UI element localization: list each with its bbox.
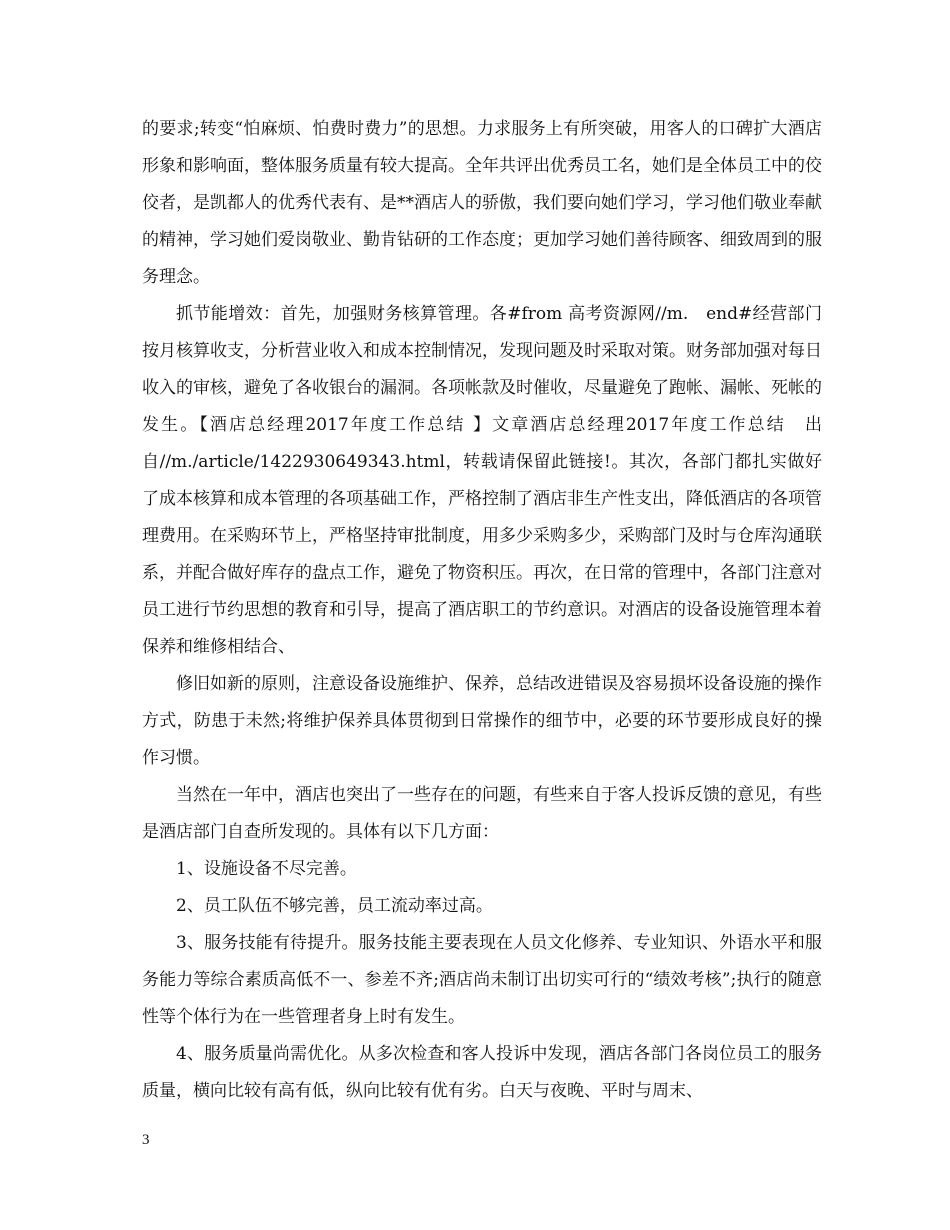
paragraph-4: 当然在一年中，酒店也突出了一些存在的问题，有些来自于客人投诉反馈的意见，有些是酒店部门自查所发现的。具体有以下几方面： <box>142 785 822 842</box>
list-item-1: 1、设施设备不尽完善。 <box>176 859 357 879</box>
list-item-2: 2、员工队伍不够完善，员工流动率过高。 <box>176 896 493 916</box>
paragraph-3: 修旧如新的原则，注意设备设施维护、保养，总结改进错误及容易损坏设备设施的操作方式，防患于未然;将维护保养具体贯彻到日常操作的细节中，必要的环节要形成良好的操作习惯。 <box>142 674 822 768</box>
paragraph-1: 的要求;转变“怕麻烦、怕费时费力”的思想。力求服务上有所突破，用客人的口碑扩大酒店形象和影响面，整体服务质量有较大提高。全年共评出优秀员工名，她们是全体员工中的佼佼者，是凯都人的优秀代表有、是**酒店人的骄傲，我们要向她们学习，学习他们敬业奉献的精神，学习她们爱岗敬业、勤肯钻研的工作态度；更加学习她们善待顾客、细致周到的服务理念。 <box>142 119 822 287</box>
paragraph-2: 抓节能增效：首先，加强财务核算管理。各#from 高考资源网//m. end#经营部门按月核算收支，分析营业收入和成本控制情况，发现问题及时采取对策。财务部加强对每日收入的审核，避免了各收银台的漏洞。各项帐款及时催收，尽量避免了跑帐、漏帐、死帐的发生。【酒店总经理2017年度工作总结 】文章酒店总经理2017年度工作总结 出自//m./article/1422930649343.html，转载请保留此链接!。其次，各部门都扎实做好了成本核算和成本管理的各项基础工作，严格控制了酒店非生产性支出，降低酒店的各项管理费用。在采购环节上，严格坚持审批制度，用多少采购多少，采购部门及时与仓库沟通联系，并配合做好库存的盘点工作，避免了物资积压。再次，在日常的管理中，各部门注意对员工进行节约思想的教育和引导，提高了酒店职工的节约意识。对酒店的设备设施管理本着保养和维修相结合、 <box>142 304 822 657</box>
page-number: 3 <box>142 1132 150 1148</box>
list-item-4: 4、服务质量尚需优化。从多次检查和客人投诉中发现，酒店各部门各岗位员工的服务质量，横向比较有高有低，纵向比较有优有劣。白天与夜晚、平时与周末、 <box>142 1044 822 1101</box>
list-item-3: 3、服务技能有待提升。服务技能主要表现在人员文化修养、专业知识、外语水平和服务能力等综合素质高低不一、参差不齐;酒店尚未制订出切实可行的“绩效考核”;执行的随意性等个体行为在一些管理者身上时有发生。 <box>142 933 822 1027</box>
document-body <box>142 111 822 1110</box>
